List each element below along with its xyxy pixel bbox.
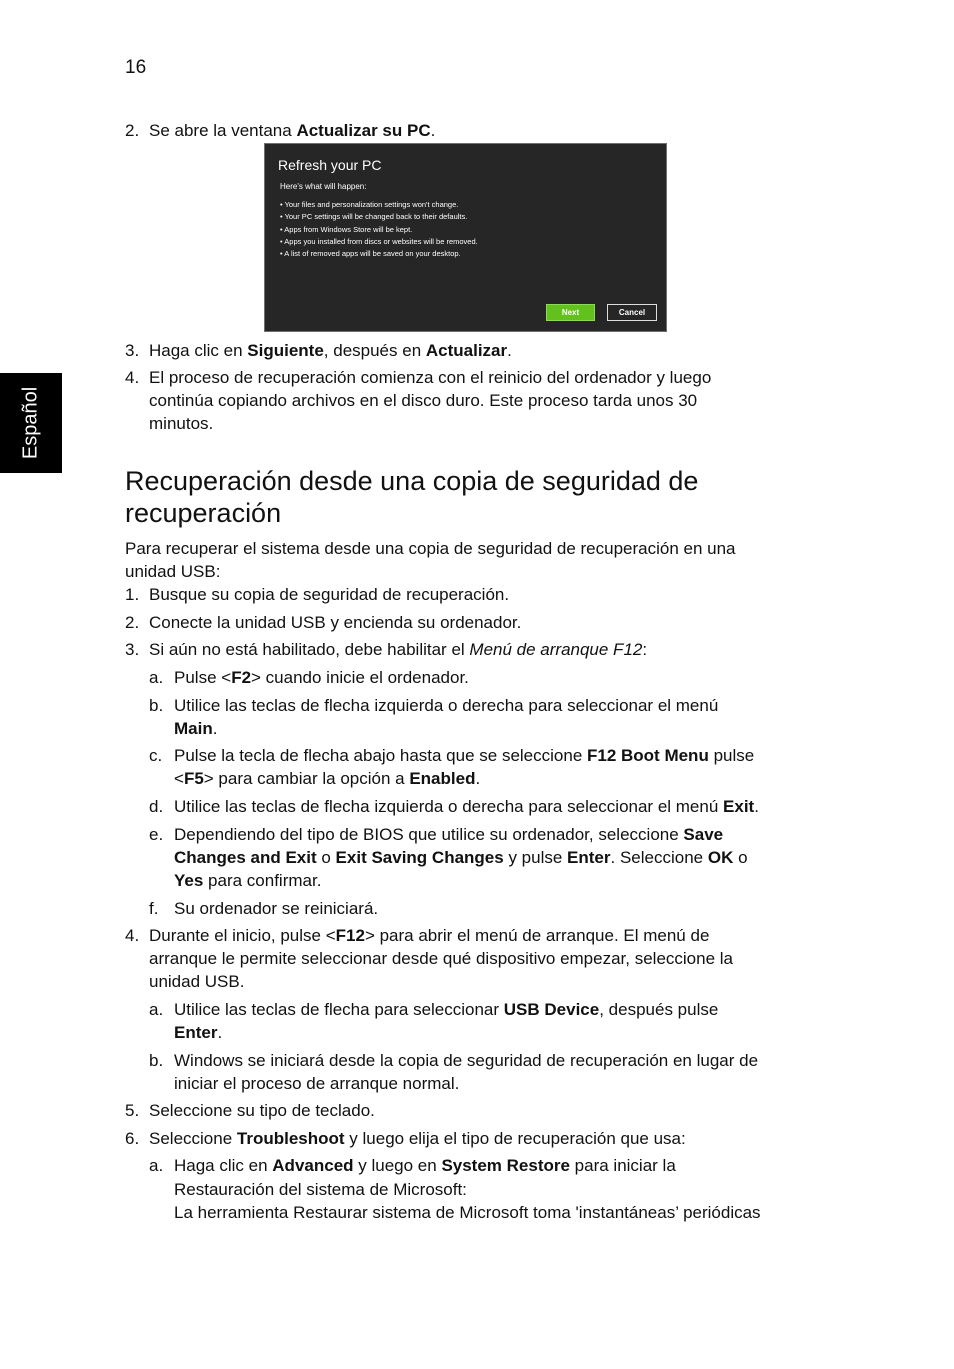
substep-text: Yes para confirmar. xyxy=(174,871,322,890)
substep-letter: a. xyxy=(149,1000,164,1019)
step-text: Conecte la unidad USB y encienda su ordenador. xyxy=(149,613,522,632)
substep-text: Su ordenador se reiniciará. xyxy=(174,899,379,918)
step-text: El proceso de recuperación comienza con el reinicio del ordenador y luego xyxy=(149,368,712,387)
substep-text: Utilice las teclas de flecha izquierda o derecha para seleccionar el menú xyxy=(174,696,719,715)
substep-letter: a. xyxy=(149,1156,164,1175)
side-tab-label: Español xyxy=(19,386,42,460)
substep-letter: b. xyxy=(149,696,164,715)
language-side-tab xyxy=(0,373,62,473)
screenshot-bullet: • Your PC settings will be changed back to their defaults. xyxy=(280,212,468,222)
substep-letter: e. xyxy=(149,825,164,844)
step-number: 1. xyxy=(125,585,140,604)
substep-text: Enter. xyxy=(174,1023,223,1042)
substep-text: Pulse la tecla de flecha abajo hasta que se seleccione F12 Boot Menu pulse xyxy=(174,746,755,765)
screenshot-title: Refresh your PC xyxy=(278,157,382,173)
step-text: unidad USB. xyxy=(149,972,245,991)
section-heading: Recuperación desde una copia de seguridad de recuperación xyxy=(125,466,699,528)
step-text: Busque su copia de seguridad de recuperación. xyxy=(149,585,510,604)
substep-text: Utilice las teclas de flecha para seleccionar USB Device, después pulse xyxy=(174,1000,719,1019)
substep-text: <F5> para cambiar la opción a Enabled. xyxy=(174,769,481,788)
intro-paragraph: Para recuperar el sistema desde una copia de seguridad de recuperación en una xyxy=(125,539,736,558)
substep-text: Changes and Exit o Exit Saving Changes y pulse Enter. Seleccione OK o xyxy=(174,848,748,867)
next-button: Next xyxy=(546,304,595,321)
step-number: 2. xyxy=(125,121,140,140)
intro-paragraph: unidad USB: xyxy=(125,562,221,581)
substep-text: La herramienta Restaurar sistema de Microsoft toma 'instantáneas’ periódicas xyxy=(174,1203,761,1222)
step-text: Si aún no está habilitado, debe habilitar el Menú de arranque F12: xyxy=(149,640,648,659)
step-text: minutos. xyxy=(149,414,214,433)
step-number: 6. xyxy=(125,1129,140,1148)
substep-text: Haga clic en Advanced y luego en System Restore para iniciar la xyxy=(174,1156,676,1175)
step-text: Seleccione Troubleshoot y luego elija el tipo de recuperación que usa: xyxy=(149,1129,686,1148)
substep-text: iniciar el proceso de arranque normal. xyxy=(174,1074,460,1093)
step-number: 2. xyxy=(125,613,140,632)
substep-letter: a. xyxy=(149,668,164,687)
substep-text: Utilice las teclas de flecha izquierda o derecha para seleccionar el menú Exit. xyxy=(174,797,759,816)
substep-text: Pulse <F2> cuando inicie el ordenador. xyxy=(174,668,469,687)
substep-letter: b. xyxy=(149,1051,164,1070)
step-number: 4. xyxy=(125,926,140,945)
step-number: 3. xyxy=(125,640,140,659)
substep-letter: c. xyxy=(149,746,163,765)
substep-text: Windows se iniciará desde la copia de seguridad de recuperación en lugar de xyxy=(174,1051,759,1070)
screenshot-bullet: • Apps from Windows Store will be kept. xyxy=(280,224,413,234)
step-number: 4. xyxy=(125,368,140,387)
step-text: Durante el inicio, pulse <F12> para abrir el menú de arranque. El menú de xyxy=(149,926,710,945)
step-text: arranque le permite seleccionar desde qué dispositivo empezar, seleccione la xyxy=(149,949,734,968)
refresh-pc-screenshot xyxy=(264,143,667,332)
screenshot-bullet-list xyxy=(280,199,478,260)
screenshot-bullet: • A list of removed apps will be saved on your desktop. xyxy=(280,249,461,259)
substep-letter: d. xyxy=(149,797,164,816)
screenshot-bullet: • Your files and personalization settings won't change. xyxy=(280,200,459,209)
step-number: 3. xyxy=(125,341,140,360)
screenshot-subtitle: Here's what will happen: xyxy=(280,182,367,191)
step-text: Se abre la ventana Actualizar su PC. xyxy=(149,121,436,140)
cancel-button: Cancel xyxy=(607,304,657,321)
substep-letter: f. xyxy=(149,899,159,918)
step-text: Seleccione su tipo de teclado. xyxy=(149,1101,375,1120)
substep-text: Dependiendo del tipo de BIOS que utilice su ordenador, seleccione Save xyxy=(174,825,724,844)
page-number: 16 xyxy=(125,57,147,78)
step-number: 5. xyxy=(125,1101,140,1120)
screenshot-bullet: • Apps you installed from discs or websites will be removed. xyxy=(280,236,478,246)
substep-text: Restauración del sistema de Microsoft: xyxy=(174,1180,467,1199)
step-text: continúa copiando archivos en el disco duro. Este proceso tarda unos 30 xyxy=(149,391,698,410)
step-text: Haga clic en Siguiente, después en Actualizar. xyxy=(149,341,512,360)
substep-text: Main. xyxy=(174,719,218,738)
